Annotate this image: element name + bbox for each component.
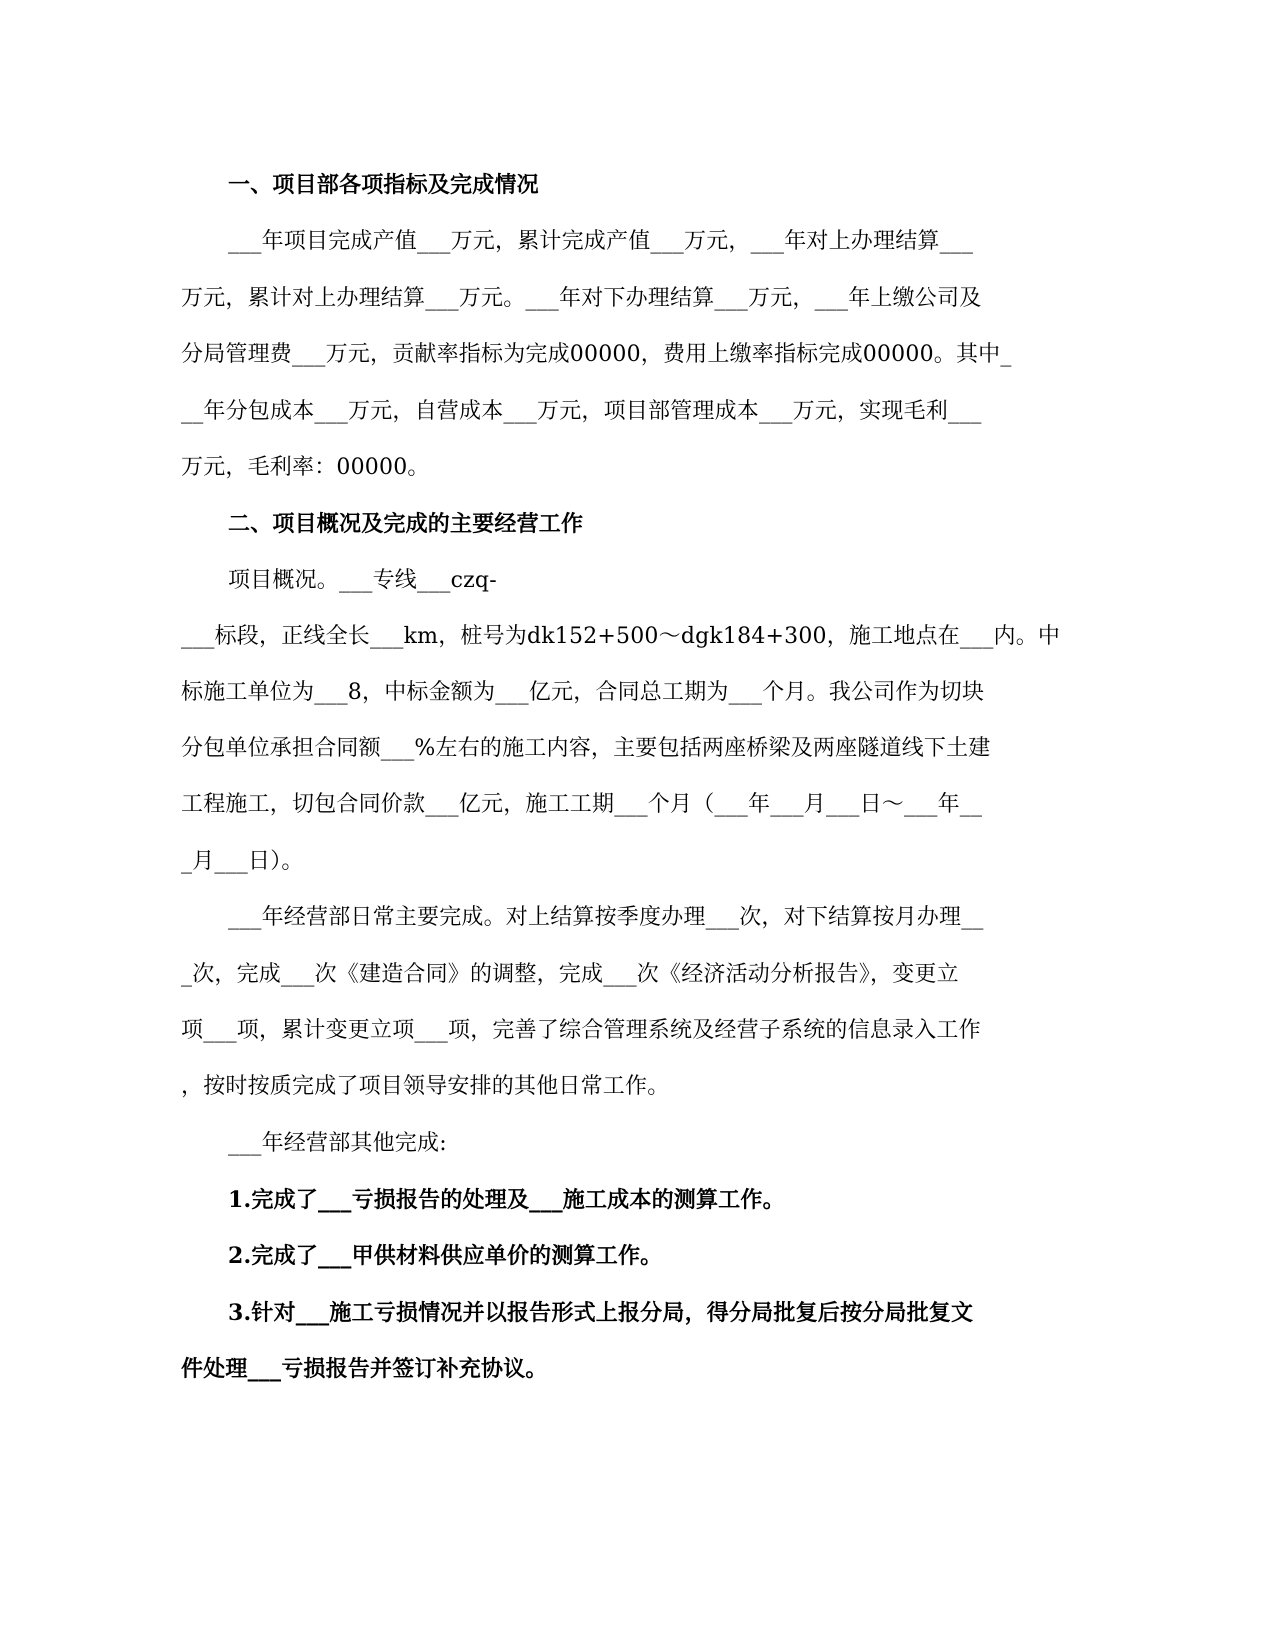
list-item: 2.完成了___甲供材料供应单价的测算工作。 bbox=[228, 1243, 663, 1269]
paragraph-line: 标施工单位为___8，中标金额为___亿元，合同总工期为___个月。我公司作为切块 bbox=[181, 680, 985, 705]
paragraph-line: 项___项，累计变更立项___项，完善了综合管理系统及经营子系统的信息录入工作 bbox=[181, 1018, 981, 1043]
paragraph-line: _月___日）。 bbox=[181, 849, 304, 874]
paragraph-line: ___标段，正线全长___km，桩号为dk152+500～dgk184+300，施工地点在___内。中 bbox=[181, 624, 1061, 649]
section-heading-1: 一、项目部各项指标及完成情况 bbox=[228, 172, 539, 198]
paragraph-line: 分包单位承担合同额___%左右的施工内容，主要包括两座桥梁及两座隧道线下土建 bbox=[181, 736, 991, 761]
paragraph-line: 项目概况。___专线___czq- bbox=[228, 568, 497, 593]
paragraph-line: 工程施工，切包合同价款___亿元，施工工期___个月（___年___月___日～___年__ bbox=[181, 792, 983, 817]
paragraph-line: ___年经营部其他完成: bbox=[228, 1131, 447, 1156]
paragraph-line: 分局管理费___万元，贡献率指标为完成00000，费用上缴率指标完成00000。其中_ bbox=[181, 342, 1012, 367]
paragraph-line: ___年项目完成产值___万元，累计完成产值___万元，___年对上办理结算___ bbox=[228, 229, 974, 254]
list-item: 1.完成了___亏损报告的处理及___施工成本的测算工作。 bbox=[228, 1187, 785, 1213]
paragraph-line: ，按时按质完成了项目领导安排的其他日常工作。 bbox=[181, 1074, 670, 1099]
paragraph-line: ___年经营部日常主要完成。对上结算按季度办理___次，对下结算按月办理__ bbox=[228, 905, 984, 930]
paragraph-line: _次，完成___次《建造合同》的调整，完成___次《经济活动分析报告》，变更立 bbox=[181, 962, 959, 987]
paragraph-line: 万元，毛利率：00000。 bbox=[181, 455, 430, 480]
section-heading-2: 二、项目概况及完成的主要经营工作 bbox=[228, 511, 584, 537]
list-item: 3.针对___施工亏损情况并以报告形式上报分局，得分局批复后按分局批复文 bbox=[228, 1300, 974, 1326]
list-item: 件处理___亏损报告并签订补充协议。 bbox=[181, 1356, 548, 1382]
paragraph-line: 万元，累计对上办理结算___万元。___年对下办理结算___万元，___年上缴公司及 bbox=[181, 286, 982, 311]
paragraph-line: __年分包成本___万元，自营成本___万元，项目部管理成本___万元，实现毛利___ bbox=[181, 399, 982, 424]
